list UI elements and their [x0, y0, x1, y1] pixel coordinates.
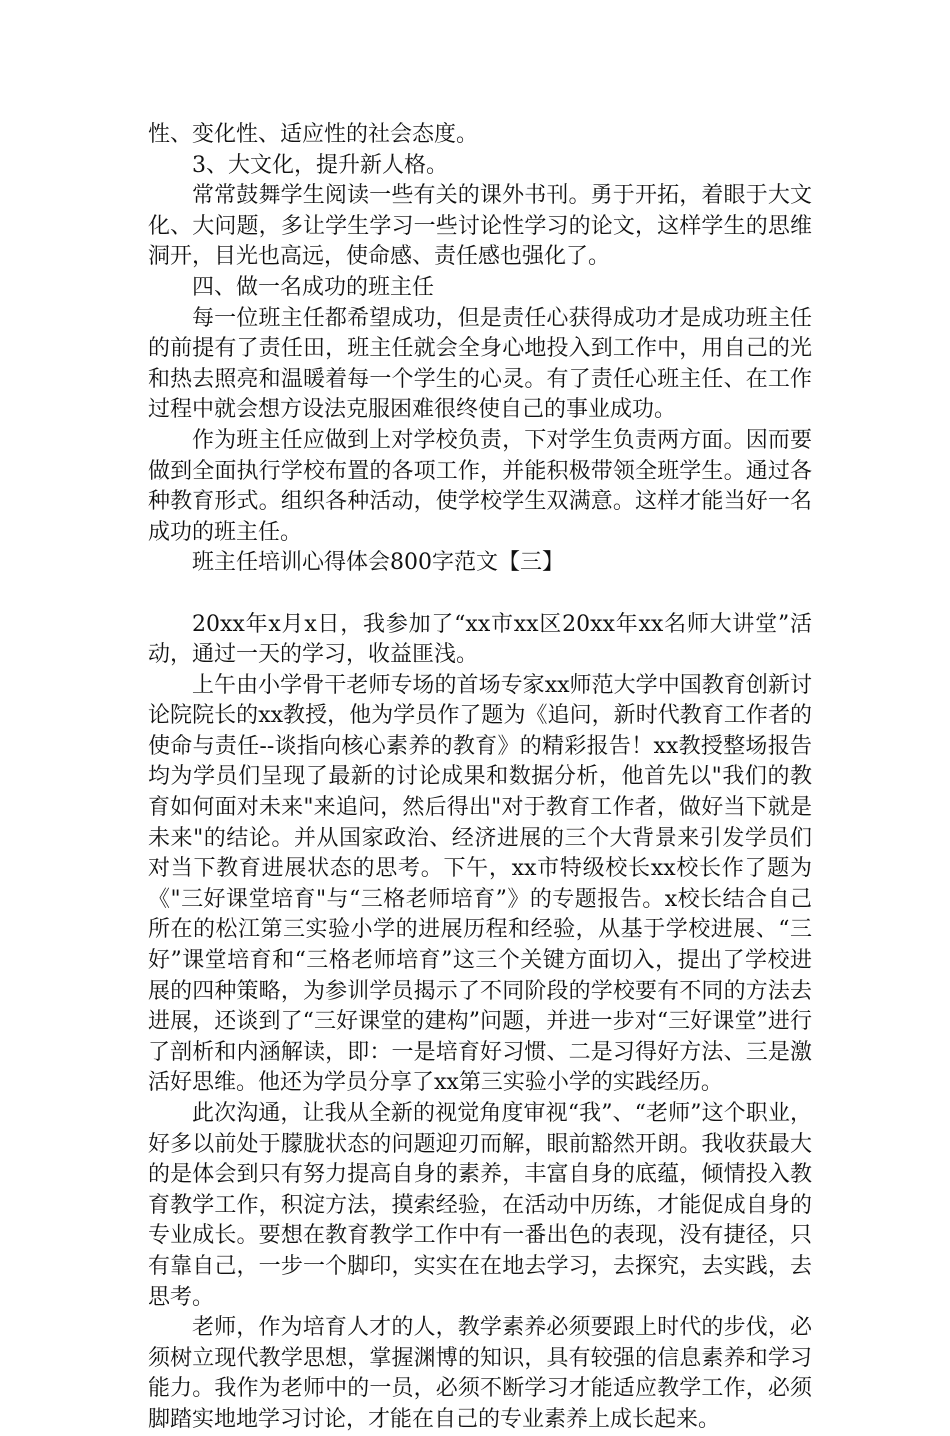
paragraph: 20xx年x月x日，我参加了“xx市xx区20xx年xx名师大讲堂”活动，通过一天的学习，收益匪浅。 — [148, 611, 812, 668]
paragraph: 老师，作为培育人才的人，教学素养必须要跟上时代的步伐，必须树立现代教学思想，掌握渊博的知识，具有较强的信息素养和学习能力。我作为老师中的一员，必须不断学习才能适应教学工作，必须脚踏实地地学习讨论，才能在自己的专业素养上成长起来。 — [148, 1315, 812, 1432]
paragraph: 上午由小学骨干老师专场的首场专家xx师范大学中国教育创新讨论院院长的xx教授，他为学员作了题为《追问，新时代教育工作者的使命与责任--谈指向核心素养的教育》的精彩报告！xx教授整场报告均为学员们呈现了最新的讨论成果和数据分析，他首先以"我们的教育如何面对未来"来追问，然后得出"对于教育工作者，做好当下就是未来"的结论。并从国家政治、经济进展的三个大背景来引发学员们对当下教育进展状态的思考。下午，xx市特级校长xx校长作了题为《"三好课堂培育"与“三格老师培育”》的专题报告。x校长结合自己所在的松江第三实验小学的进展历程和经验，从基于学校进展、“三好”课堂培育和“三格老师培育”这三个关键方面切入，提出了学校进展的四种策略，为参训学员揭示了不同阶段的学校要有不同的方法去进展，还谈到了“三好课堂的建构”问题，并进一步对“三好课堂”进行了剖析和内涵解读，即：一是培育好习惯、二是习得好方法、三是激活好思维。他还为学员分享了xx第三实验小学的实践经历。 — [148, 672, 812, 1096]
paragraph: 此次沟通，让我从全新的视觉角度审视“我”、“老师”这个职业，好多以前处于朦胧状态的问题迎刃而解，眼前豁然开朗。我收获最大的是体会到只有努力提高自身的素养，丰富自身的底蕴，倾情投入教育教学工作，积淀方法，摸索经验，在活动中历练，才能促成自身的专业成长。要想在教育教学工作中有一番出色的表现，没有捷径，只有靠自己，一步一个脚印，实实在在地去学习，去探究，去实践，去思考。 — [148, 1101, 812, 1310]
document-page — [148, 120, 812, 1436]
article-title: 班主任培训心得体会800字范文【三】 — [192, 550, 564, 576]
paragraph: 每一位班主任都希望成功，但是责任心获得成功才是成功班主任的前提有了责任田，班主任就会全身心地投入到工作中，用自己的光和热去照亮和温暖着每一个学生的心灵。有了责任心班主任、在工作过程中就会想方设法克服困难很终使自己的事业成功。 — [148, 305, 812, 423]
paragraph: 常常鼓舞学生阅读一些有关的课外书刊。勇于开拓，着眼于大文化、大问题，多让学生学习一些讨论性学习的论文，这样学生的思维洞开，目光也高远，使命感、责任感也强化了。 — [148, 183, 812, 270]
paragraph: 作为班主任应做到上对学校负责，下对学生负责两方面。因而要做到全面执行学校布置的各项工作，并能积极带领全班学生。通过各种教育形式。组织各种活动，使学校学生双满意。这样才能当好一名成功的班主任。 — [148, 427, 812, 545]
paragraph: 性、变化性、适应性的社会态度。 — [148, 122, 479, 147]
section-heading: 四、做一名成功的班主任 — [192, 274, 435, 300]
section-heading: 3、大文化，提升新人格。 — [192, 152, 448, 178]
blank-line — [148, 579, 812, 610]
